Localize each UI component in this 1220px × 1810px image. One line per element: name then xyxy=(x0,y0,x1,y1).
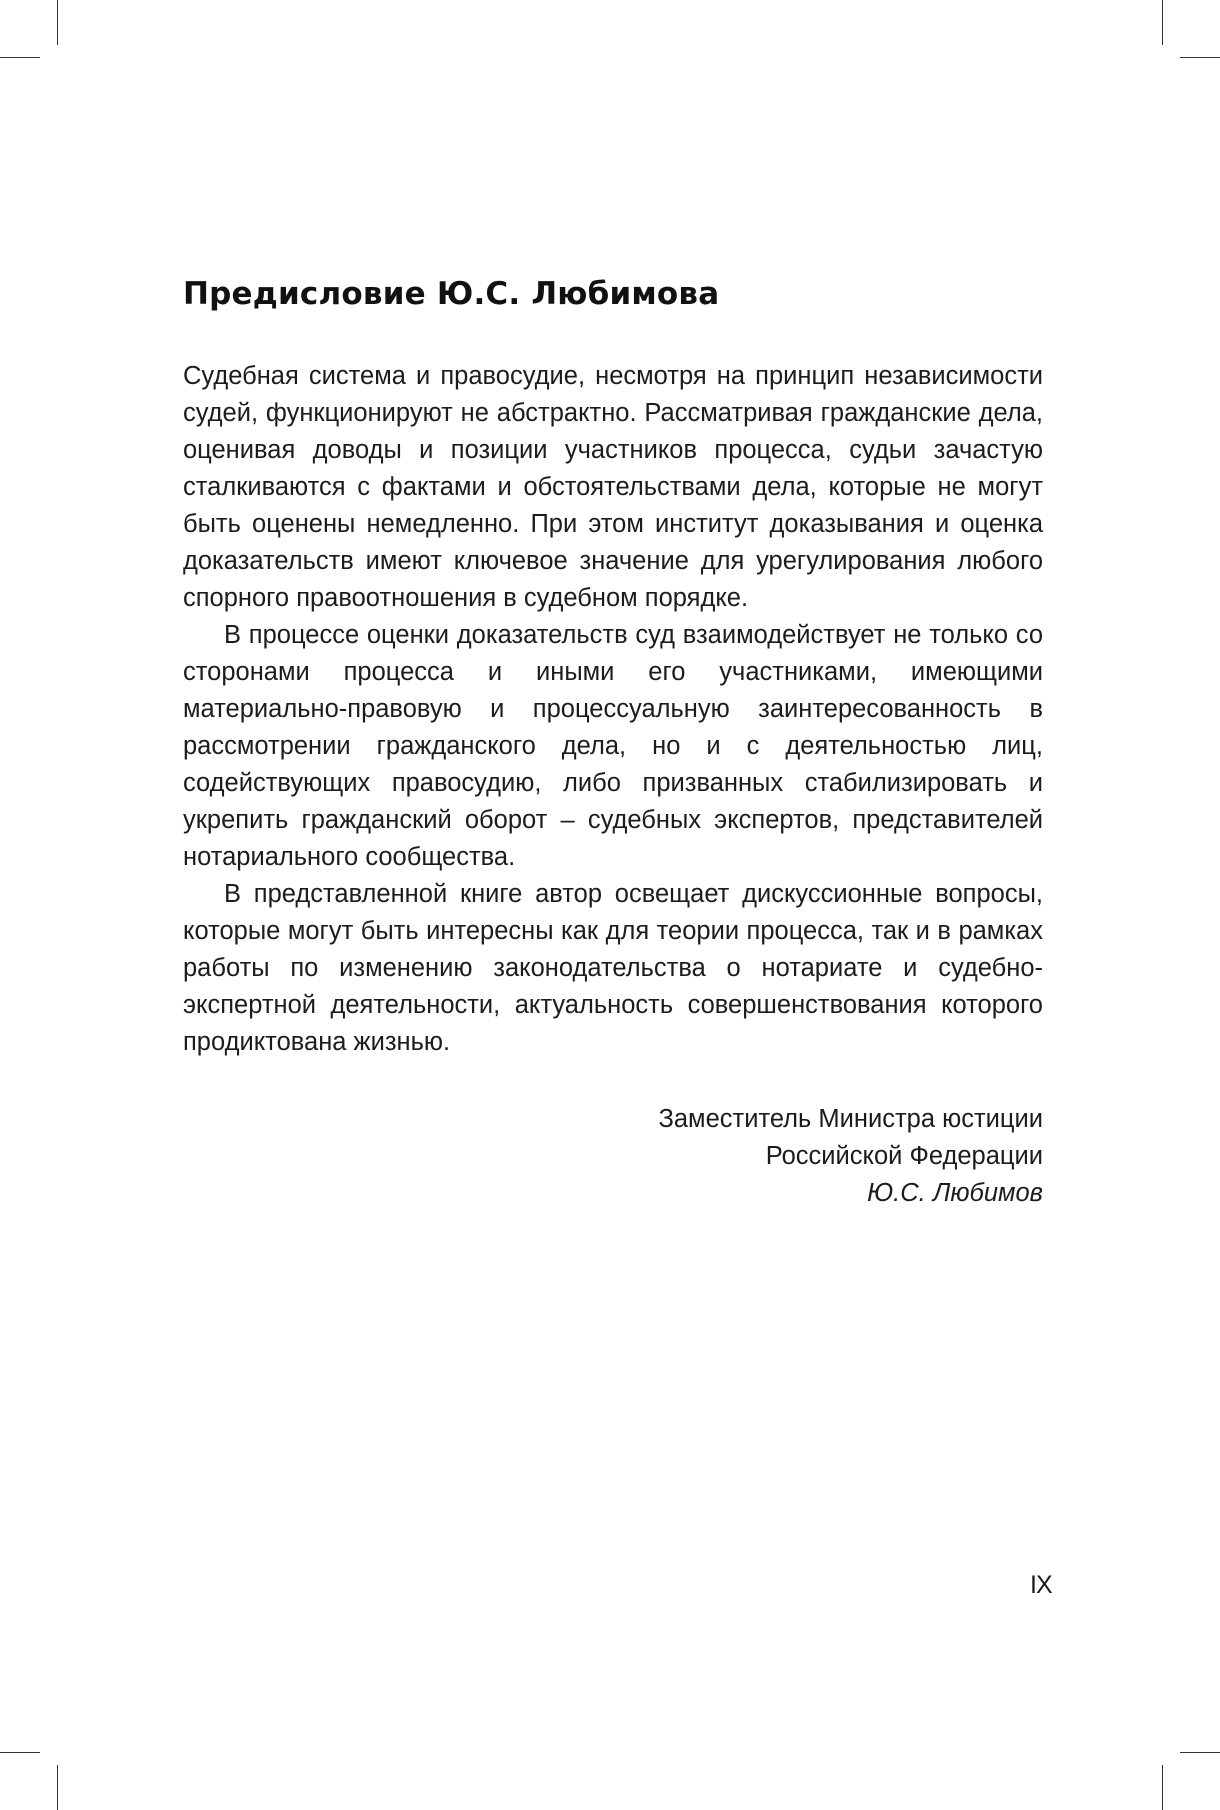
page-number: IX xyxy=(1030,1571,1052,1599)
page-title: Предисловие Ю.С. Любимова xyxy=(183,276,720,312)
page-content xyxy=(183,270,1043,1212)
crop-mark-bottom-left-horizontal xyxy=(0,1752,40,1753)
crop-mark-bottom-right-vertical xyxy=(1162,1765,1163,1810)
signature-name: Ю.С. Любимов xyxy=(867,1179,1043,1207)
paragraph-2: В процессе оценки доказательств суд взаимодействует не только со сторонами процесса и иными его участниками, имеющими материально-правовую и процессуальную заинтересованность в рассмотрении гражданского дела, но и с деятельностью лиц, содействующих правосудию, либо призванных стабилизировать и укрепить гражданский оборот – судебных экспертов, представителей нотариального сообщества. xyxy=(183,621,1043,871)
crop-mark-top-left-vertical xyxy=(57,0,58,45)
crop-mark-bottom-left-vertical xyxy=(57,1765,58,1810)
crop-mark-top-right-vertical xyxy=(1162,0,1163,45)
signature-position: Заместитель Министра юстиции xyxy=(658,1105,1043,1133)
crop-mark-top-left-horizontal xyxy=(0,57,40,58)
signature-block xyxy=(183,1101,1043,1212)
crop-mark-bottom-right-horizontal xyxy=(1180,1752,1220,1753)
paragraph-1: Судебная система и правосудие, несмотря на принцип независимости судей, функционируют не абстрактно. Рассматривая гражданские дела, оценивая доводы и позиции участников процесса, судьи зачастую сталкиваются с фактами и обстоятельствами дела, которые не могут быть оценены немедленно. При этом институт доказывания и оценка доказательств имеют ключевое значение для урегулирования любого спорного правоотношения в судебном порядке. xyxy=(183,362,1043,612)
signature-organization: Российской Федерации xyxy=(765,1142,1043,1170)
body-text xyxy=(183,358,1043,1061)
crop-mark-top-right-horizontal xyxy=(1180,57,1220,58)
paragraph-3: В представленной книге автор освещает дискуссионные вопросы, которые могут быть интересны как для теории процесса, так и в рамках работы по изменению законодательства о нотариате и судебно-экспертной деятельности, актуальность совершенствования которого продиктована жизнью. xyxy=(183,880,1043,1056)
